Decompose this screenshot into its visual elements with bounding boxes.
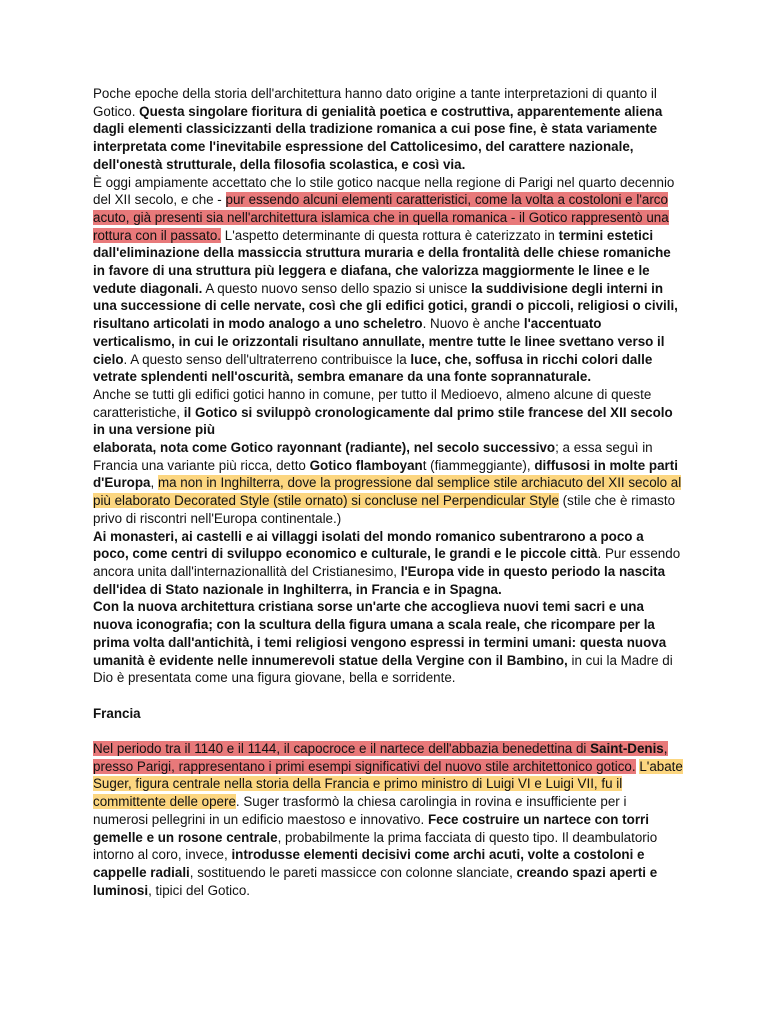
text-run: luce, che, soffusa in ricchi colori dalle vetrate splendenti nell'oscurità, sembra emanare da una fonte soprannaturale. — [93, 351, 653, 385]
paragraph-saint-denis — [93, 740, 683, 899]
text-run: . Suger trasformò la chiesa carolingia in rovina e insufficiente per i numerosi pellegrini in un edificio maestoso e innovativo. — [93, 794, 627, 827]
text-run: creando spazi aperti e luminosi — [93, 864, 658, 898]
text-run: , probabilmente la prima facciata di questo tipo. Il deambulatorio intorno al coro, invece, — [93, 829, 658, 863]
text-run: ma non in Inghilterra, dove la progressione dal semplice stile archiacuto del XII secolo al più elaborato Decorated Style (stile ornato) si concluse nel Perpendicular Style — [93, 475, 682, 509]
section-heading-francia: Francia — [93, 705, 141, 721]
text-run: la suddivisione degli interni in una successione di celle nervate, così che gli edifici gotici, grandi o piccoli, religiosi o civili, risultano articolati in modo analogo a uno scheletro — [93, 280, 678, 332]
text-run: Saint-Denis — [590, 740, 664, 756]
text-run: t (fiammeggiante), — [422, 457, 535, 473]
text-run: L'abate Suger, figura centrale nella storia della Francia e primo ministro di Luigi VI e Luigi VII, fu il committente delle opere — [93, 758, 683, 810]
text-run: . Pur essendo ancora unita dall'internazionallità del Cristianesimo, — [93, 546, 681, 579]
text-run: Con la nuova architettura cristiana sorse un'arte che accoglieva nuovi temi sacri e una nuova iconografia; con la scultura della figura umana a scala reale, che ricompare per la prima volta dall'antichità, i temi religiosi vengono espressi in termini umani: questa nuova umanità è evidente nelle innumerevoli statue della Vergine con il Bambino, — [93, 599, 667, 668]
text-run: , sostituendo le pareti massicce con colonne slanciate, — [189, 864, 517, 880]
paragraph-styles — [93, 439, 683, 528]
text-run: Ai monasteri, ai castelli e ai villaggi isolati del mondo romanico subentrarono a poco a poco, come centri di sviluppo economico e culturale, le grandi e le piccole città — [93, 528, 644, 562]
paragraph-art — [93, 598, 683, 687]
text-run: A questo nuovo senso dello spazio si unisce — [202, 280, 472, 296]
text-run: il Gotico si sviluppò cronologicamente dal primo stile francese del XII secolo in una versione più — [93, 404, 673, 438]
text-run: in cui la Madre di Dio è presentata come una figura giovane, bella e sorridente. — [93, 652, 673, 686]
text-run: l'Europa vide in questo periodo la nascita dell'idea di Stato nazionale in Inghilterra, in Francia e in Spagna. — [93, 563, 666, 597]
text-run: . A questo senso dell'ultraterreno contribuisce la — [123, 351, 411, 367]
paragraph-cities — [93, 528, 683, 599]
text-run: Poche epoche della storia dell'architettura hanno dato origine a tante interpretazioni di quanto il Gotico. — [93, 86, 657, 119]
text-run: . Nuovo è anche — [422, 316, 524, 332]
text-run: ; a essa seguì in Francia una variante più ricca, detto — [93, 440, 653, 473]
paragraph-intro — [93, 85, 683, 174]
document-page — [93, 85, 683, 899]
text-run: elaborata, nota come Gotico rayonnant (radiante), nel secolo successivo — [93, 440, 556, 456]
text-run: (stile che è rimasto privo di riscontri nell'Europa continentale.) — [93, 493, 676, 526]
text-run: , presso Parigi, rappresentano i primi esempi significativi del nuovo stile architettonico gotico. — [93, 740, 668, 774]
text-run: Nel periodo tra il 1140 e il 1144, il capocroce e il nartece dell'abbazia benedettina di — [93, 740, 591, 756]
paragraph-evolution — [93, 386, 683, 439]
paragraph-origins — [93, 174, 683, 386]
text-run: pur essendo alcuni elementi caratteristici, come la volta a costoloni e l'arco acuto, già presenti sia nell'architettura islamica che in quella romanica - il Gotico rappresentò una rottura con il passato. — [93, 192, 669, 243]
text-run: l'accentuato verticalismo, in cui le orizzontali risultano annullate, mentre tutte le linee svettano verso il cielo — [93, 316, 665, 367]
text-run: , — [150, 475, 158, 491]
text-run: diffusosi in molte parti d'Europa — [93, 457, 678, 491]
text-run: Anche se tutti gli edifici gotici hanno in comune, per tutto il Medioevo, almeno alcune di queste caratteristiche, — [93, 386, 652, 420]
text-run: Questa singolare fioritura di genialità poetica e costruttiva, apparentemente aliena dagli elementi classicizzanti della tradizione romanica a cui pose fine, è stata variamente interpretata come l'inevitabile espressione del Cattolicesimo, del carattere nazionale, dell'onestà strutturale, della filosofia scolastica, e così via. — [93, 103, 663, 172]
text-run: Gotico flamboyan — [309, 457, 423, 473]
text-run: L'aspetto determinante di questa rottura è caterizzato in — [221, 227, 559, 243]
text-run: , tipici del Gotico. — [148, 882, 251, 898]
text-run: introdusse elementi decisivi come archi acuti, volte a costoloni e cappelle radiali — [93, 847, 645, 880]
text-run: termini estetici dall'eliminazione della massiccia struttura muraria e della frontalità delle chiese romaniche in favore di una struttura più leggera e diafana, che valorizza maggiormente le linee e le vedute diagonali. — [93, 227, 671, 296]
text-run: È oggi ampiamente accettato che lo stile gotico nacque nella regione di Parigi nel quarto decennio del XII secolo, e che - — [93, 174, 675, 208]
text-run: Fece costruire un nartece con torri gemelle e un rosone centrale — [93, 811, 649, 845]
